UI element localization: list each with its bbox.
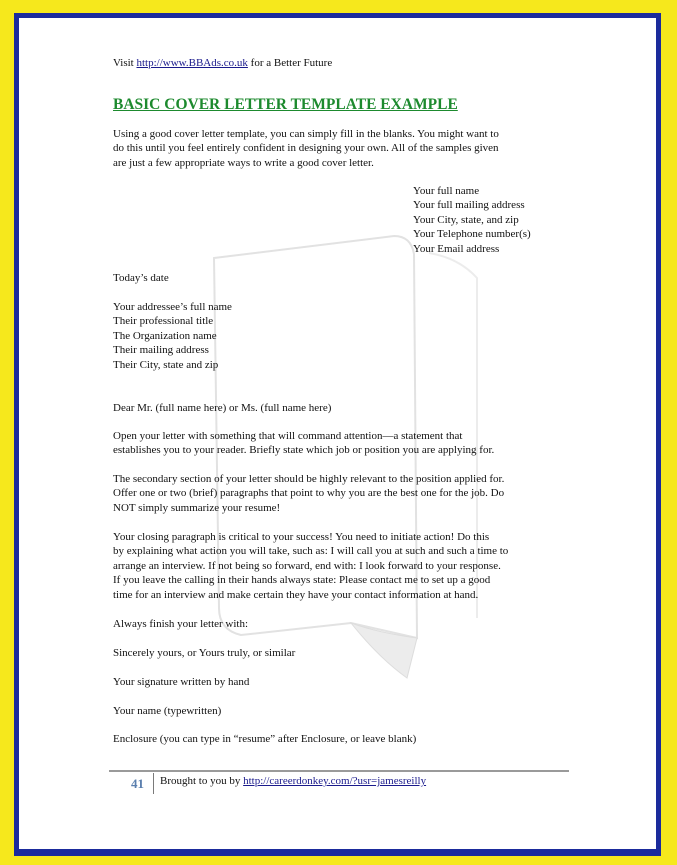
page-title: BASIC COVER LETTER TEMPLATE EXAMPLE — [113, 96, 458, 113]
header-line — [113, 56, 332, 70]
paragraph1-line-2: establishes you to your reader. Briefly state which job or position you are applying for. — [113, 444, 495, 457]
paragraph2-line-1: The secondary section of your letter should be highly relevant to the position applied for. — [113, 473, 505, 485]
sender-address-block — [413, 184, 531, 256]
header-link[interactable]: http://www.BBAds.co.uk — [136, 57, 248, 69]
paragraph3-line-1: Your closing paragraph is critical to your success! You need to initiate action! Do this — [113, 531, 490, 543]
paragraph3-line-4: If you leave the calling in their hands always state: Please contact me to set up a good — [113, 574, 491, 587]
signature-line: Your signature written by hand — [113, 676, 250, 688]
footer-prefix: Brought to you by — [160, 775, 244, 787]
typed-name-line: Your name (typewritten) — [113, 705, 222, 717]
paragraph3-line-2: by explaining what action you will take, such as: I will call you at such and such a time to — [113, 545, 509, 558]
closing-line: Sincerely yours, or Yours truly, or similar — [113, 647, 296, 659]
header-prefix: Visit — [113, 57, 137, 69]
recipient-name: Your addressee’s full name — [113, 301, 232, 313]
intro-line-1: Using a good cover letter template, you can simply fill in the blanks. You might want to — [113, 128, 499, 140]
sender-email: Your Email address — [413, 242, 500, 255]
header-suffix: for a Better Future — [247, 57, 333, 69]
always-finish-line: Always finish your letter with: — [113, 618, 249, 630]
paragraph3-line-3: arrange an interview. If not being so forward, end with: I look forward to your response. — [113, 559, 501, 572]
letter-date: Today’s date — [113, 272, 169, 284]
recipient-city-state-zip: Their City, state and zip — [113, 358, 219, 371]
paragraph1-line-1: Open your letter with something that will command attention—a statement that — [113, 430, 463, 442]
enclosure-line: Enclosure (you can type in “resume” after Enclosure, or leave blank) — [113, 733, 417, 745]
intro-line-2: do this until you feel entirely confident in designing your own. All of the samples given — [113, 142, 499, 155]
document-page — [19, 18, 656, 849]
recipient-mailing-address: Their mailing address — [113, 344, 209, 357]
footer-rule — [109, 770, 569, 772]
footer-link[interactable]: http://careerdonkey.com/?usr=jamesreilly — [243, 775, 427, 787]
footer-credit — [160, 775, 426, 787]
paragraph3-line-5: time for an interview and make certain they have your contact information at hand. — [113, 588, 479, 601]
paragraph2-line-2: Offer one or two (brief) paragraphs that point to why you are the best one for the job. Do — [113, 487, 505, 500]
sender-telephone: Your Telephone number(s) — [413, 228, 531, 241]
page-number: 41 — [131, 776, 144, 791]
recipient-organization: The Organization name — [113, 329, 217, 342]
paragraph2-line-3: NOT simply summarize your resume! — [113, 501, 281, 514]
sender-name: Your full name — [413, 185, 480, 197]
salutation: Dear Mr. (full name here) or Ms. (full name here) — [113, 402, 332, 414]
footer-divider — [153, 773, 154, 794]
intro-line-3: are just a few appropriate ways to write a good cover letter. — [113, 156, 374, 169]
recipient-title: Their professional title — [113, 315, 214, 328]
sender-mailing-address: Your full mailing address — [413, 199, 525, 212]
sender-city-state-zip: Your City, state, and zip — [413, 213, 519, 226]
